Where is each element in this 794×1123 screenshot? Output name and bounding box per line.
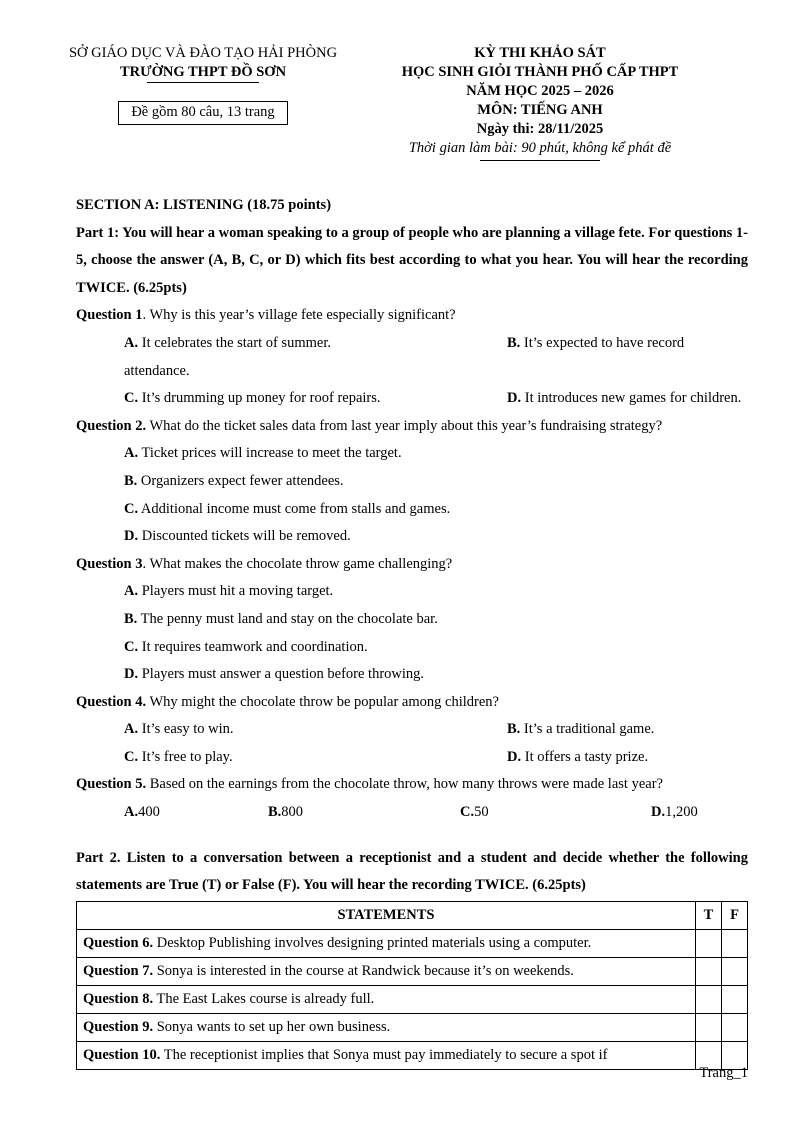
option-c: C. It requires teamwork and coordination. [124, 638, 368, 655]
question-2 [76, 413, 748, 551]
true-header: T [696, 901, 722, 929]
true-answer-cell[interactable] [696, 985, 722, 1013]
option-a: A.400 [124, 804, 160, 821]
table-row [77, 957, 748, 985]
option-a: A. Players must hit a moving target. [124, 583, 334, 600]
question-text: . Why is this year’s village fete especially significant? [142, 307, 456, 324]
true-answer-cell[interactable] [696, 957, 722, 985]
question-text: Why might the chocolate throw be popular among children? [146, 693, 499, 710]
table-row [77, 1013, 748, 1041]
true-answer-cell[interactable] [696, 1013, 722, 1041]
exam-duration: Thời gian làm bài: 90 phút, không kể phát đề [408, 140, 672, 156]
option-d: D. Discounted tickets will be removed. [124, 528, 351, 545]
option-d: D. It offers a tasty prize. [507, 748, 649, 765]
option-a: A. It’s easy to win. [124, 721, 234, 738]
exam-content [76, 192, 748, 1070]
exam-level: HỌC SINH GIỎI THÀNH PHỐ CẤP THPT [401, 64, 679, 80]
option-b: B. It’s expected to have record attendance. [124, 334, 685, 379]
question-label: Question 2. [76, 417, 147, 434]
exam-name: KỲ THI KHẢO SÁT [474, 45, 606, 61]
question-3 [76, 551, 748, 689]
statement-text: Sonya is interested in the course at Randwick because it’s on weekends. [153, 963, 574, 980]
statement-text: Sonya wants to set up her own business. [153, 1019, 391, 1036]
header-left [52, 44, 354, 125]
question-label: Question 4. [76, 693, 147, 710]
school-underline [147, 82, 259, 83]
department-name: SỞ GIÁO DỤC VÀ ĐÀO TẠO HẢI PHÒNG [68, 45, 338, 61]
false-answer-cell[interactable] [722, 985, 748, 1013]
page-number: Trang_1 [699, 1065, 748, 1081]
question-text: . What makes the chocolate throw game challenging? [142, 555, 453, 572]
option-a: A. Ticket prices will increase to meet the target. [124, 445, 402, 462]
option-c: C. It’s drumming up money for roof repairs. [124, 390, 381, 407]
section-title: SECTION A: LISTENING (18.75 points) [76, 197, 332, 213]
question-text: What do the ticket sales data from last year imply about this year’s fundraising strategy? [146, 417, 663, 434]
option-b: B.800 [268, 804, 304, 821]
question-label: Question 1 [76, 307, 143, 324]
question-label: Question 7. [83, 963, 154, 980]
question-4 [76, 689, 748, 772]
statement-text: Desktop Publishing involves designing printed materials using a computer. [153, 935, 592, 952]
part1-instructions: Part 1: You will hear a woman speaking to a group of people who are planning a village fete. For questions 1-5, choose the answer (A, B, C, or D) which fits best according to what you hear. You will hear the recording TWICE. (6.25pts) [76, 224, 748, 296]
statement-text: The East Lakes course is already full. [153, 991, 375, 1008]
option-d: D. It introduces new games for children. [507, 390, 742, 407]
header-right [394, 44, 686, 161]
question-text: Based on the earnings from the chocolate throw, how many throws were made last year? [146, 776, 663, 793]
duration-underline [480, 160, 600, 161]
question-1 [76, 302, 748, 412]
question-label: Question 8. [83, 991, 154, 1008]
statements-header: STATEMENTS [77, 901, 696, 929]
question-label: Question 3 [76, 555, 143, 572]
option-d: D.1,200 [651, 804, 698, 821]
option-d: D. Players must answer a question before throwing. [124, 666, 425, 683]
option-c: C.50 [460, 804, 489, 821]
question-label: Question 9. [83, 1019, 154, 1036]
false-answer-cell[interactable] [722, 929, 748, 957]
question-label: Question 6. [83, 935, 154, 952]
part2-instructions: Part 2. Listen to a conversation between a receptionist and a student and decide whether the following statements are True (T) or False (F). You will hear the recording TWICE. (6.25pts) [76, 849, 748, 894]
table-row [77, 1041, 748, 1069]
school-name: TRƯỜNG THPT ĐỒ SƠN [119, 64, 287, 80]
table-row [77, 929, 748, 957]
exam-date: Ngày thi: 28/11/2025 [476, 121, 604, 137]
question-label: Question 10. [83, 1047, 161, 1064]
option-b: B. The penny must land and stay on the chocolate bar. [124, 610, 438, 627]
statements-table [76, 901, 748, 1070]
table-row [77, 985, 748, 1013]
question-5 [76, 771, 748, 826]
statement-text: The receptionist implies that Sonya must pay immediately to secure a spot if [160, 1047, 608, 1064]
false-header: F [722, 901, 748, 929]
option-b: B. It’s a traditional game. [507, 721, 655, 738]
page-count-box: Đề gồm 80 câu, 13 trang [118, 101, 287, 125]
false-answer-cell[interactable] [722, 957, 748, 985]
option-c: C. Additional income must come from stalls and games. [124, 500, 451, 517]
true-answer-cell[interactable] [696, 929, 722, 957]
table-header-row [77, 901, 748, 929]
question-label: Question 5. [76, 776, 147, 793]
school-year: NĂM HỌC 2025 – 2026 [466, 83, 614, 99]
option-c: C. It’s free to play. [124, 748, 233, 765]
option-a: A. It celebrates the start of summer. [124, 334, 331, 351]
false-answer-cell[interactable] [722, 1013, 748, 1041]
subject: MÔN: TIẾNG ANH [477, 102, 603, 118]
option-b: B. Organizers expect fewer attendees. [124, 472, 344, 489]
